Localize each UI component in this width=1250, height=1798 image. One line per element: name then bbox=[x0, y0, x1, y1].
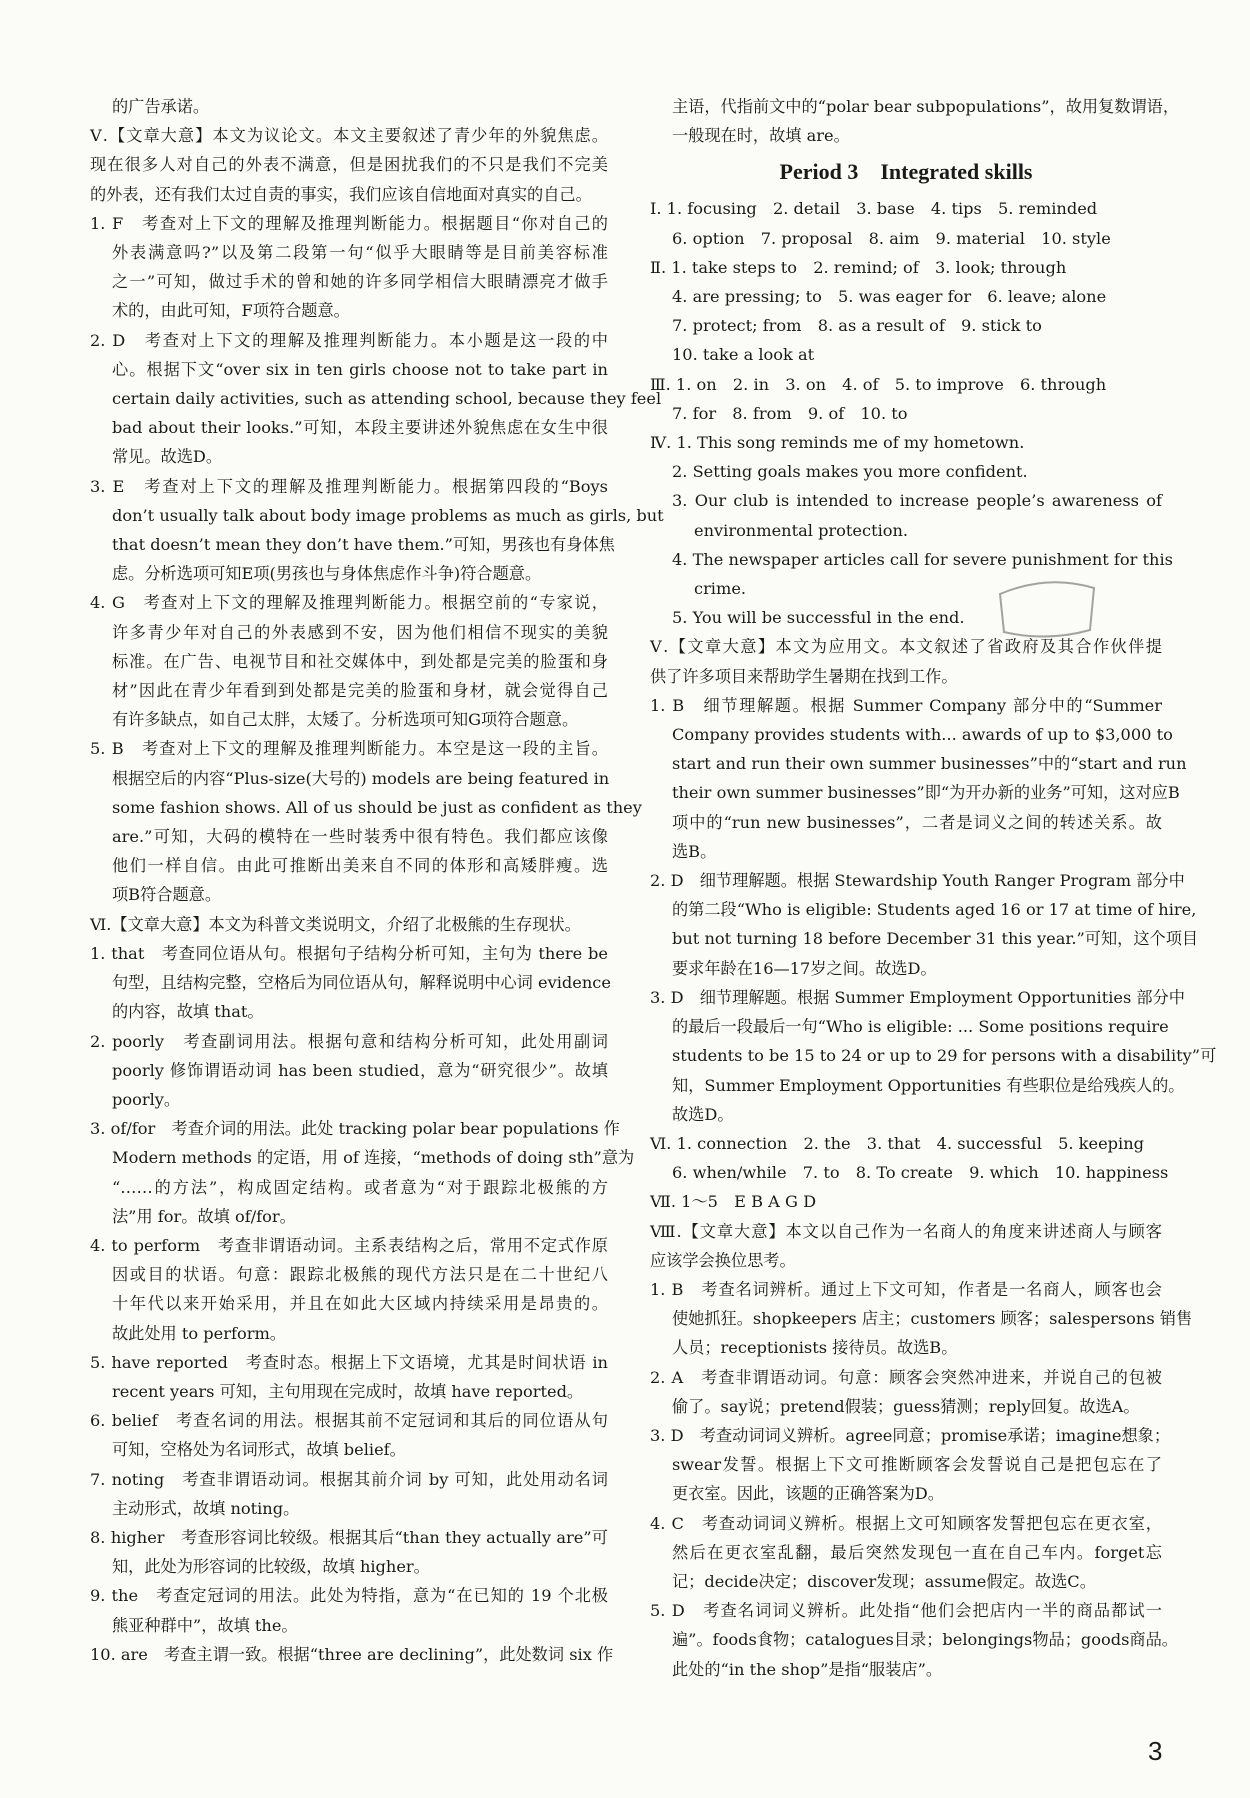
text-line: 的广告承诺。 bbox=[112, 97, 210, 116]
left-column bbox=[90, 92, 664, 1669]
text-line: 3. D 考查动词词义辨析。agree同意；promise承诺；imagine想象； bbox=[650, 1425, 1171, 1445]
text-line: certain daily activities, such as attending school, because they feel bbox=[112, 389, 662, 409]
text-line: Ⅳ. 1. This song reminds me of my hometown. bbox=[650, 433, 1025, 453]
text-line: poorly 修饰谓语动词 has been studied，意为“研究很少”。故填 bbox=[112, 1060, 608, 1080]
text-line: 10. are 考查主谓一致。根据“three are declining”，此处数词 six 作 bbox=[90, 1644, 614, 1664]
right-column bbox=[650, 92, 1217, 1684]
text-line: Ⅷ.【文章大意】本文以自己作为一名商人的角度来讲述商人与顾客 bbox=[650, 1221, 1162, 1241]
text-line: 使她抓狂。shopkeepers 店主；customers 顾客；salespersons 销售 bbox=[672, 1309, 1193, 1329]
text-line: 2. D 细节理解题。根据 Stewardship Youth Ranger Program 部分中 bbox=[650, 871, 1185, 891]
text-line: 7. noting 考查非谓语动词。根据其前介词 by 可知，此处用动名词 bbox=[90, 1469, 608, 1489]
text-line: environmental protection. bbox=[694, 520, 909, 540]
text-line: Ⅲ. 1. on 2. in 3. on 4. of 5. to improve 6. through bbox=[650, 374, 1107, 394]
text-line: bad about their looks.”可知，本段主要讲述外貌焦虑在女生中很 bbox=[112, 418, 608, 438]
text-line: start and run their own summer businesses”中的“start and run bbox=[672, 754, 1187, 774]
text-line: 记；decide决定；discover发现；assume假定。故选C。 bbox=[672, 1571, 1096, 1591]
text-line: 他们一样自信。由此可推断出美来自不同的体形和高矮胖瘦。选 bbox=[112, 856, 608, 876]
text-line: 一般现在时，故填 are。 bbox=[672, 126, 850, 146]
text-line: 知，此处为形容词的比较级，故填 higher。 bbox=[112, 1557, 430, 1577]
text-line: 5. D 考查名词词义辨析。此处指“他们会把店内一半的商品都试一 bbox=[650, 1601, 1162, 1621]
text-line: 2. poorly 考查副词用法。根据句意和结构分析可知，此处用副词 bbox=[90, 1031, 608, 1051]
text-line: 标准。在广告、电视节目和社交媒体中，到处都是完美的脸蛋和身 bbox=[112, 651, 608, 671]
text-line: poorly。 bbox=[112, 1089, 181, 1109]
text-line: 材”因此在青少年看到到处都是完美的脸蛋和身材，就会觉得自己 bbox=[112, 681, 608, 701]
page-number: 3 bbox=[1148, 1736, 1163, 1766]
text-line: 偷了。say说；pretend假装；guess猜测；reply回复。故选A。 bbox=[672, 1396, 1140, 1416]
text-line: 心。根据下文“over six in ten girls choose not to take part in bbox=[112, 359, 608, 379]
text-line: 的内容，故填 that。 bbox=[112, 1002, 264, 1022]
text-line: 供了许多项目来帮助学生暑期在找到工作。 bbox=[650, 666, 958, 686]
text-line: 知，Summer Employment Opportunities 有些职位是给残疾人的。 bbox=[672, 1075, 1185, 1095]
text-line: Ⅵ.【文章大意】本文为科普文类说明文，介绍了北极熊的生存现状。 bbox=[90, 914, 581, 934]
text-line: but not turning 18 before December 31 this year.”可知，这个项目 bbox=[672, 929, 1199, 949]
text-line: 然后在更衣室乱翻，最后突然发现包一直在自己车内。forget忘 bbox=[672, 1542, 1162, 1562]
text-line: 6. belief 考查名词的用法。根据其前不定冠词和其后的同位语从句 bbox=[90, 1411, 608, 1431]
text-line: 现在很多人对自己的外表不满意，但是困扰我们的不只是我们不完美 bbox=[90, 155, 608, 175]
text-line: 常见。故选D。 bbox=[112, 447, 223, 467]
right-top-continuation bbox=[650, 92, 1180, 150]
text-line: 术的，由此可知，F项符合题意。 bbox=[112, 301, 350, 321]
text-line: 2. D 考查对上下文的理解及推理判断能力。本小题是这一段的中 bbox=[90, 330, 608, 350]
text-line: students to be 15 to 24 or up to 29 for persons with a disability”可 bbox=[672, 1046, 1217, 1066]
text-line: 1. that 考查同位语从句。根据句子结构分析可知，主句为 there be bbox=[90, 943, 608, 963]
text-line: 的最后一段最后一句“Who is eligible: ... Some positions require bbox=[672, 1017, 1169, 1037]
text-line: Ⅵ. 1. connection 2. the 3. that 4. successful 5. keeping bbox=[650, 1133, 1144, 1153]
text-line: 3. of/for 考查介词的用法。此处 tracking polar bear populations 作 bbox=[90, 1119, 620, 1139]
text-line: 1. B 考查名词辨析。通过上下文可知，作者是一名商人，顾客也会 bbox=[650, 1279, 1162, 1299]
text-line: Modern methods 的定语，用 of 连接，“methods of doing sth”意为 bbox=[112, 1148, 635, 1168]
text-line: Ⅱ. 1. take steps to 2. remind; of 3. look; through bbox=[650, 257, 1067, 277]
text-line: some fashion shows. All of us should be just as confident as they bbox=[112, 797, 642, 817]
text-line: crime. bbox=[694, 579, 747, 599]
text-line: 4. are pressing; to 5. was eager for 6. leave; alone bbox=[672, 287, 1107, 307]
text-line: “……的方法”，构成固定结构。或者意为“对于跟踪北极熊的方 bbox=[112, 1177, 608, 1197]
section-title: Period 3 Integrated skills bbox=[779, 159, 1033, 185]
text-line: 项中的“run new businesses”，二者是词义之间的转述关系。故 bbox=[672, 812, 1162, 832]
text-line: 1. F 考查对上下文的理解及推理判断能力。根据题目“你对自己的 bbox=[90, 213, 608, 233]
text-line: 3. Our club is intended to increase people’s awareness of bbox=[672, 491, 1162, 511]
text-line: 句型，且结构完整，空格后为同位语从句，解释说明中心词 evidence bbox=[112, 973, 611, 993]
text-line: 2. A 考查非谓语动词。句意：顾客会突然冲进来，并说自己的包被 bbox=[650, 1367, 1162, 1387]
text-line: 主动形式，故填 noting。 bbox=[112, 1498, 300, 1518]
text-line: 之一”可知，做过手术的曾和她的许多同学相信大眼睛漂亮才做手 bbox=[112, 272, 608, 292]
text-line: 3. D 细节理解题。根据 Summer Employment Opportunities 部分中 bbox=[650, 987, 1185, 1007]
text-line: 8. higher 考查形容词比较级。根据其后“than they actually are”可 bbox=[90, 1527, 608, 1547]
text-line: their own summer businesses”即“为开办新的业务”可知，这对应B bbox=[672, 783, 1180, 803]
text-line: 因或目的状语。句意：跟踪北极熊的现代方法只是在二十世纪八 bbox=[112, 1265, 608, 1285]
text-line: Ⅶ. 1～5 E B A G D bbox=[650, 1192, 817, 1212]
right-body bbox=[650, 194, 1217, 1683]
text-line: 5. have reported 考查时态。根据上下文语境，尤其是时间状语 in bbox=[90, 1352, 608, 1372]
text-line: 熊亚种群中”，故填 the。 bbox=[112, 1615, 298, 1635]
text-line: 7. protect; from 8. as a result of 9. stick to bbox=[672, 316, 1042, 336]
text-line: 3. E 考查对上下文的理解及推理判断能力。根据第四段的“Boys bbox=[90, 476, 608, 496]
text-line: 遍”。foods食物；catalogues目录；belongings物品；goods商品。 bbox=[672, 1630, 1178, 1650]
text-line: 故此处用 to perform。 bbox=[112, 1323, 286, 1343]
text-line: 5. B 考查对上下文的理解及推理判断能力。本空是这一段的主旨。 bbox=[90, 739, 608, 759]
text-line: 要求年龄在16—17岁之间。故选D。 bbox=[672, 958, 937, 978]
text-line: 6. option 7. proposal 8. aim 9. material 10. style bbox=[672, 228, 1111, 248]
text-line: 有许多缺点，如自己太胖，太矮了。分析选项可知G项符合题意。 bbox=[112, 710, 579, 730]
text-line: 虑。分析选项可知E项(男孩也与身体焦虑作斗争)符合题意。 bbox=[112, 564, 542, 584]
text-line: that doesn’t mean they don’t have them.”可知，男孩也有身体焦 bbox=[112, 535, 615, 555]
text-line: 4. C 考查动词词义辨析。根据上文可知顾客发誓把包忘在更衣室， bbox=[650, 1513, 1162, 1533]
text-line: 项B符合题意。 bbox=[112, 885, 222, 905]
text-line: 人员；receptionists 接待员。故选B。 bbox=[672, 1338, 958, 1358]
text-line: 4. G 考查对上下文的理解及推理判断能力。根据空前的“专家说， bbox=[90, 593, 608, 613]
text-line: 十年代以来开始采用，并且在如此大区域内持续采用是昂贵的。 bbox=[112, 1294, 608, 1314]
text-line: Ⅴ.【文章大意】本文为议论文。本文主要叙述了青少年的外貌焦虑。 bbox=[90, 126, 608, 146]
text-line: 法”用 for。故填 of/for。 bbox=[112, 1206, 296, 1226]
text-line: 的第二段“Who is eligible: Students aged 16 or 17 at time of hire, bbox=[672, 900, 1197, 920]
text-line: 故选D。 bbox=[672, 1104, 734, 1124]
text-line: swear发誓。根据上下文可推断顾客会发誓说自己是把包忘在了 bbox=[672, 1455, 1162, 1475]
text-line: Ⅴ.【文章大意】本文为应用文。本文叙述了省政府及其合作伙伴提 bbox=[650, 637, 1162, 657]
text-line: 5. You will be successful in the end. bbox=[672, 608, 965, 628]
text-line: 应该学会换位思考。 bbox=[650, 1250, 796, 1270]
text-line: 6. when/while 7. to 8. To create 9. which 10. happiness bbox=[672, 1163, 1169, 1183]
text-line: 10. take a look at bbox=[672, 345, 815, 365]
text-line: Ⅰ. 1. focusing 2. detail 3. base 4. tips 5. reminded bbox=[650, 199, 1098, 219]
text-line: 许多青少年对自己的外表感到不安，因为他们相信不现实的美貌 bbox=[112, 622, 608, 642]
text-line: 7. for 8. from 9. of 10. to bbox=[672, 403, 908, 423]
text-line: 可知，空格处为名词形式，故填 belief。 bbox=[112, 1440, 406, 1460]
text-line: 4. The newspaper articles call for severe punishment for this bbox=[672, 549, 1173, 569]
text-line: 主语，代指前文中的“polar bear subpopulations”，故用复数谓语， bbox=[672, 97, 1180, 116]
stamp-seal-icon bbox=[992, 572, 1102, 642]
text-line: 9. the 考查定冠词的用法。此处为特指，意为“在已知的 19 个北极 bbox=[90, 1586, 608, 1606]
text-line: 2. Setting goals makes you more confident. bbox=[672, 462, 1028, 482]
text-line: 此处的“in the shop”是指“服装店”。 bbox=[672, 1659, 943, 1679]
text-line: don’t usually talk about body image problems as much as girls, but bbox=[112, 505, 664, 525]
text-line: 外表满意吗?”以及第二段第一句“似乎大眼睛等是目前美容标准 bbox=[112, 243, 608, 263]
text-line: 选B。 bbox=[672, 841, 717, 861]
text-line: 的外表，还有我们太过自责的事实，我们应该自信地面对真实的自己。 bbox=[90, 184, 592, 204]
text-line: Company provides students with... awards of up to $3,000 to bbox=[672, 725, 1173, 745]
text-line: 4. to perform 考查非谓语动词。主系表结构之后，常用不定式作原 bbox=[90, 1235, 608, 1255]
text-line: 1. B 细节理解题。根据 Summer Company 部分中的“Summer bbox=[650, 695, 1162, 715]
text-line: 根据空后的内容“Plus-size(大号的) models are being featured in bbox=[112, 768, 610, 788]
text-line: are.”可知，大码的模特在一些时装秀中很有特色。我们都应该像 bbox=[112, 827, 608, 847]
text-line: 更衣室。因此，该题的正确答案为D。 bbox=[672, 1484, 944, 1504]
text-line: recent years 可知，主句用现在完成时，故填 have reported。 bbox=[112, 1381, 584, 1401]
